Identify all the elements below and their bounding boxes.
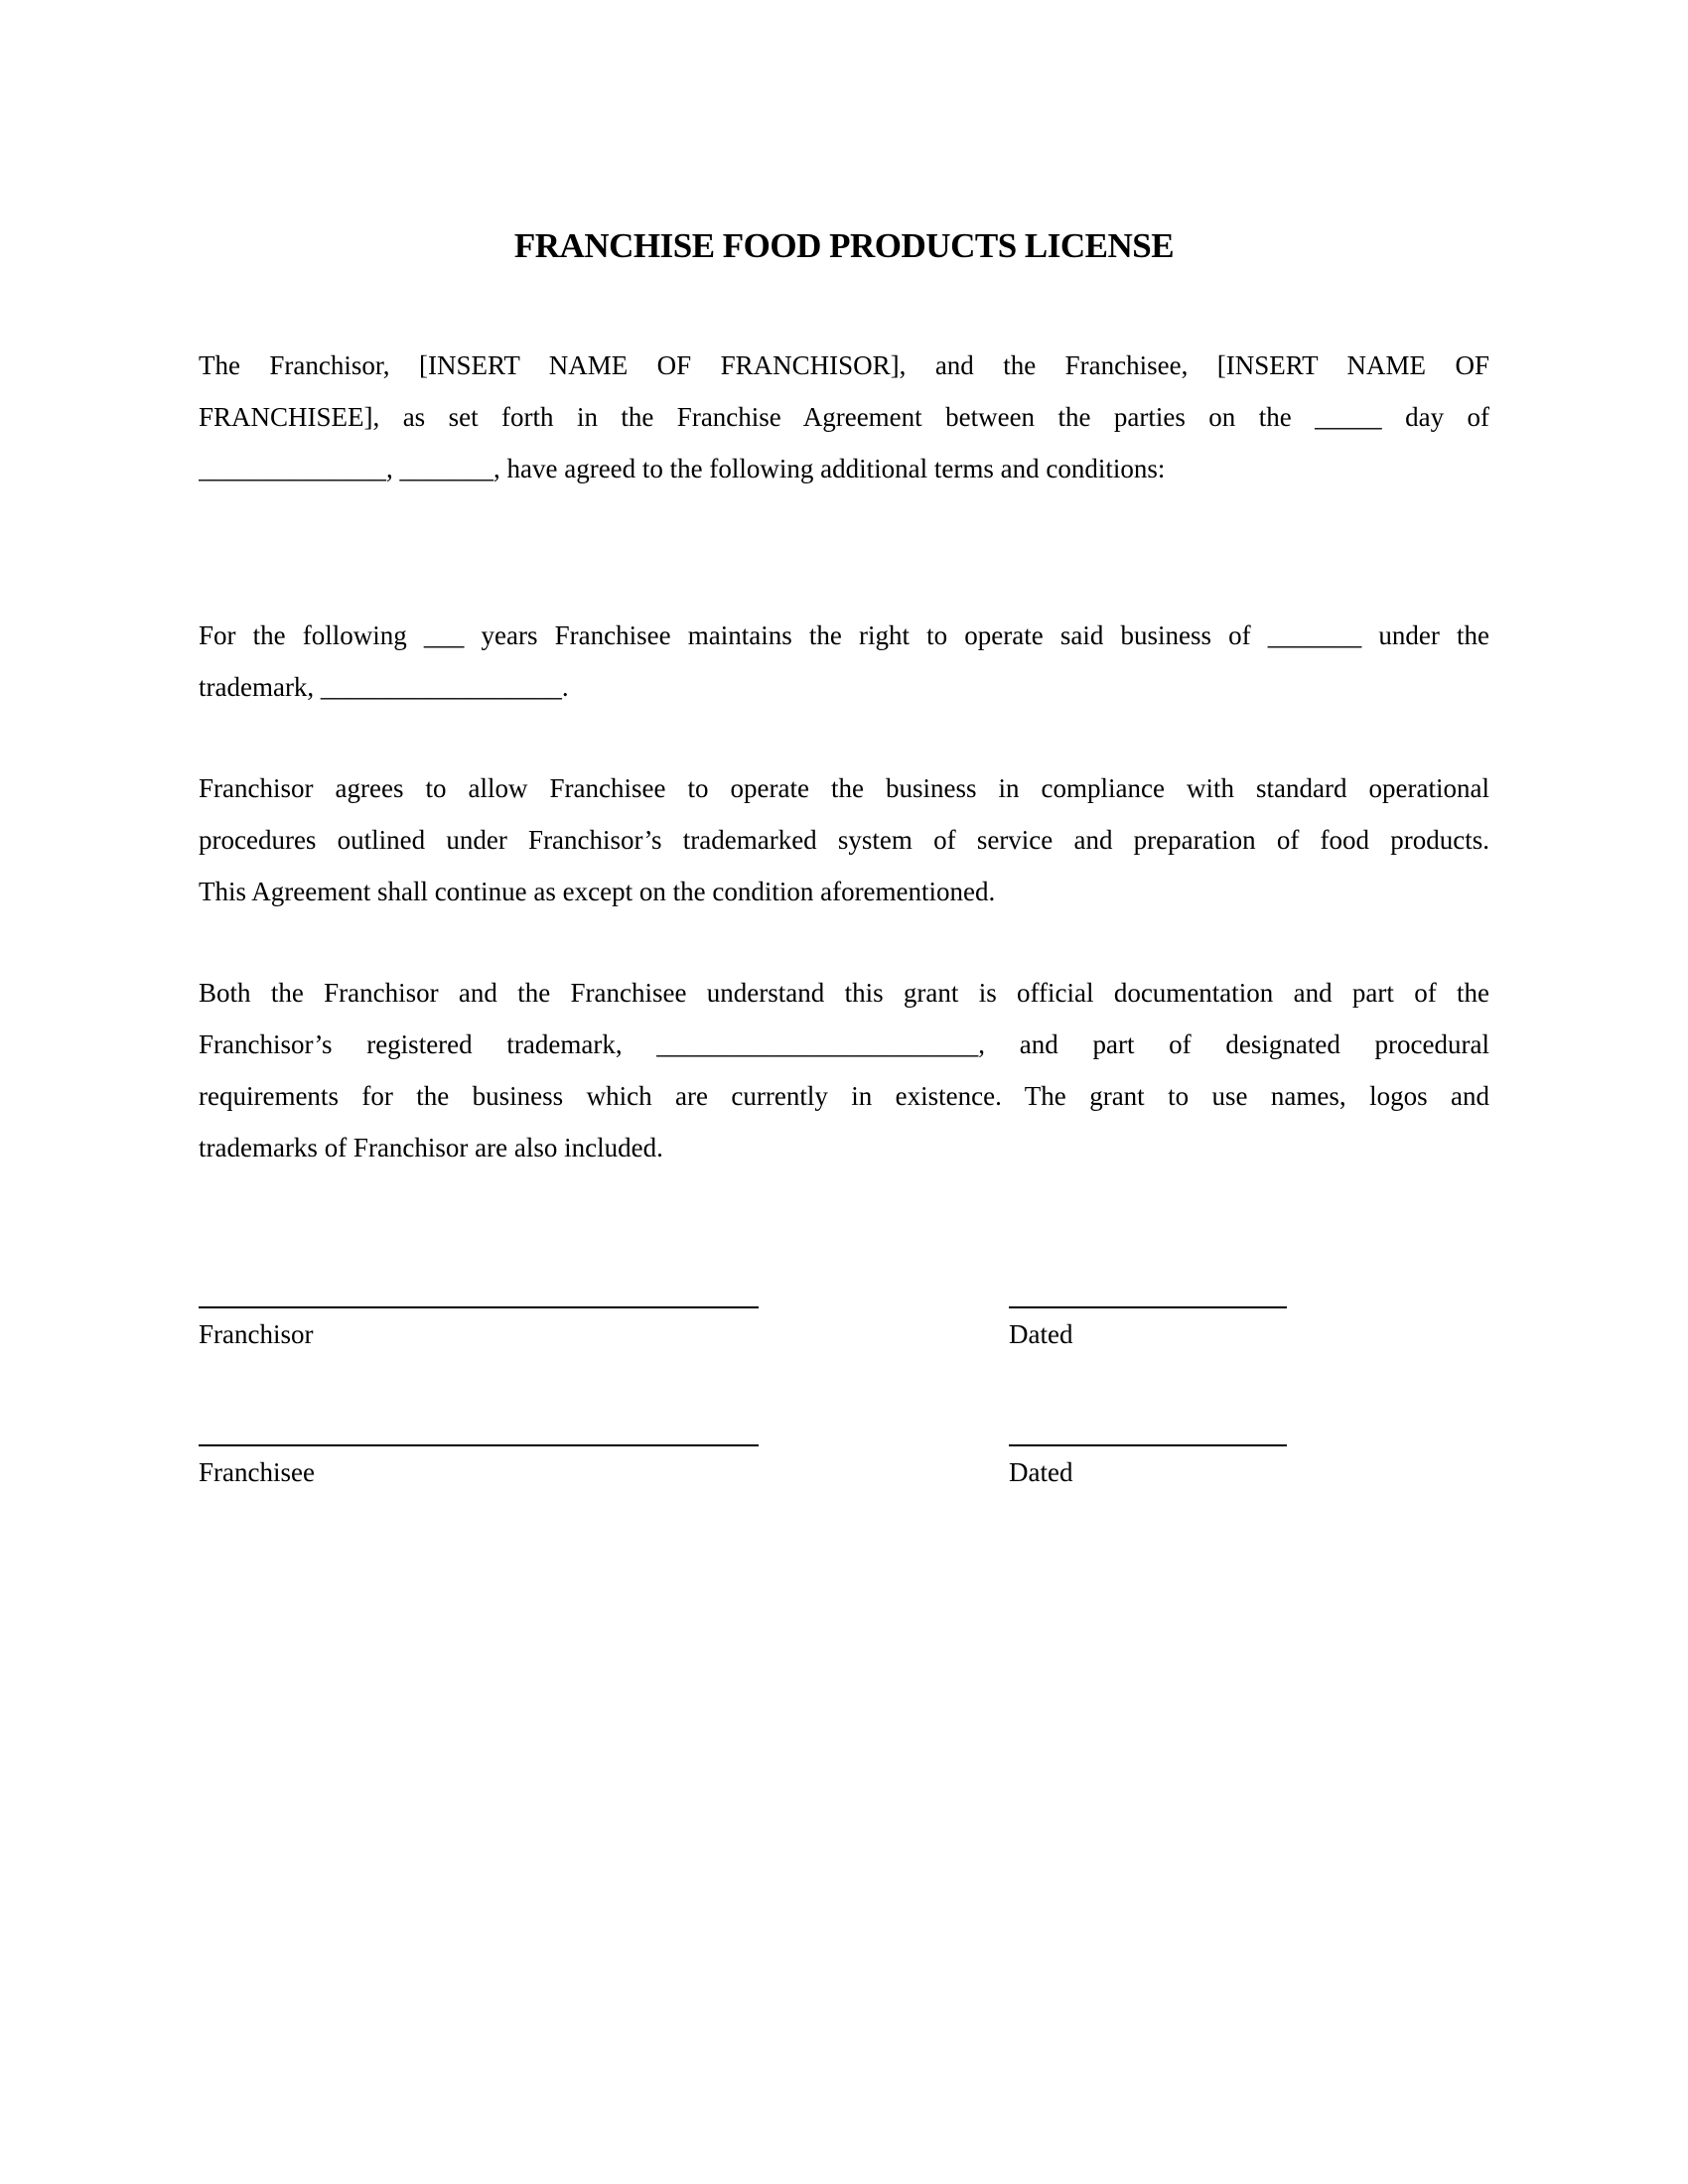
paragraph-line: trademark, __________________.: [199, 672, 569, 702]
paragraph: [199, 610, 1489, 713]
signature-row-franchisee: [199, 1444, 1489, 1498]
document-title: FRANCHISE FOOD PRODUCTS LICENSE: [513, 226, 1175, 265]
signature-section: [199, 1306, 1489, 1582]
paragraph-line: Franchisor agrees to allow Franchisee to operate the business in compliance with standard operational: [199, 773, 1489, 803]
paragraph-line: requirements for the business which are currently in existence. The grant to use names, logos and: [199, 1081, 1489, 1111]
paragraph-line: The Franchisor, [INSERT NAME OF FRANCHISOR], and the Franchisee, [INSERT NAME OF: [199, 350, 1489, 380]
paragraph-line: procedures outlined under Franchisor’s trademarked system of service and preparation of food products.: [199, 825, 1489, 855]
paragraph-line: For the following ___ years Franchisee maintains the right to operate said business of _______ under the: [199, 620, 1489, 650]
paragraph-line: ______________, _______, have agreed to the following additional terms and conditions:: [199, 454, 1166, 483]
paragraph: [199, 967, 1489, 1173]
franchisee-date-label: Dated: [1009, 1457, 1073, 1487]
franchisor-date-label: Dated: [1009, 1319, 1073, 1349]
document-body: [199, 340, 1489, 1173]
franchisor-date-block: [1009, 1306, 1287, 1360]
franchisee-date-block: [1009, 1444, 1287, 1498]
franchisor-signature-block: [199, 1306, 759, 1360]
franchisor-signature-label: Franchisor: [199, 1319, 314, 1349]
paragraph-line: trademarks of Franchisor are also included.: [199, 1133, 663, 1162]
paragraph: [199, 340, 1489, 494]
paragraph-line: FRANCHISEE], as set forth in the Franchise Agreement between the parties on the _____ day of: [199, 402, 1489, 432]
signature-row-franchisor: [199, 1306, 1489, 1360]
paragraph-line: Both the Franchisor and the Franchisee understand this grant is official documentation and part of the: [199, 978, 1489, 1008]
franchisee-signature-label: Franchisee: [199, 1457, 315, 1487]
paragraph-line: Franchisor’s registered trademark, ________________________, and part of designated procedural: [199, 1029, 1489, 1059]
paragraph-line: This Agreement shall continue as except on the condition aforementioned.: [199, 877, 996, 906]
paragraph: [199, 762, 1489, 917]
franchisee-signature-block: [199, 1444, 759, 1498]
